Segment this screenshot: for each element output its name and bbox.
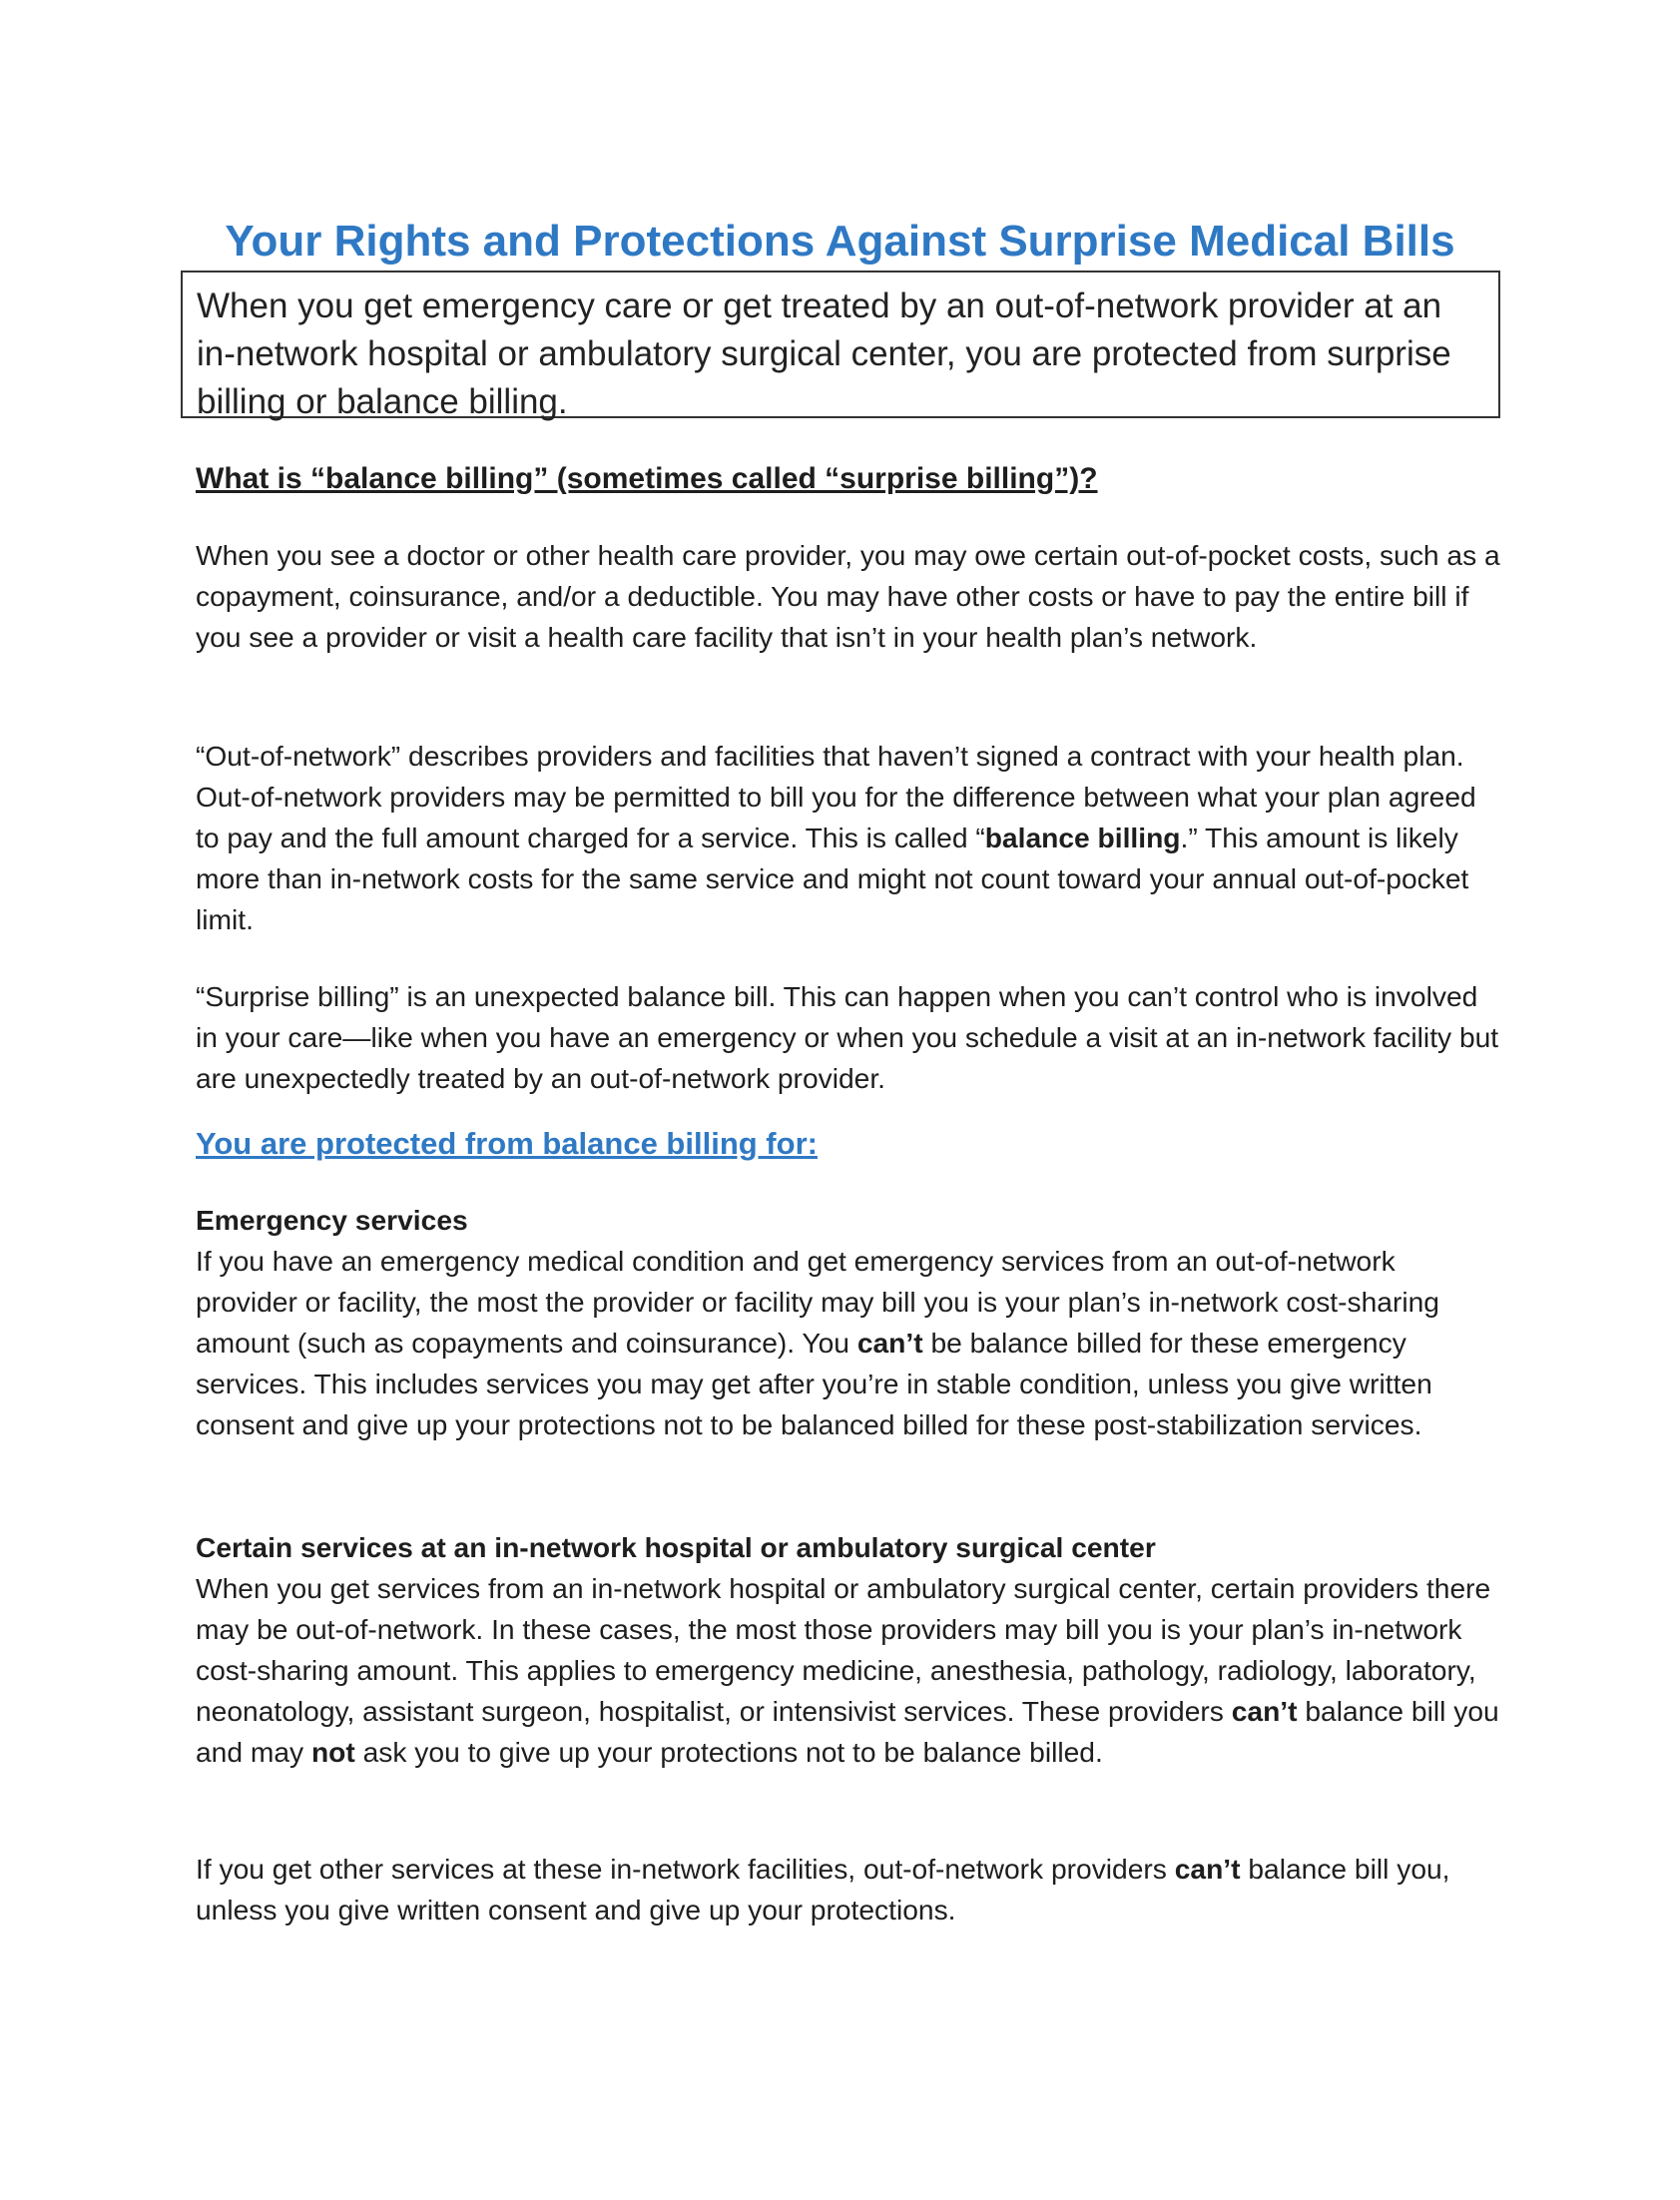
other-text-a: If you get other services at these in-network facilities, out-of-network providers (196, 1853, 1175, 1885)
certain-text-a: When you get services from an in-network hospital or ambulatory surgical center, certain providers there may be out-of-network. In these cases, the most those providers may bill you is your plan’s in-network cost-sharing amount. This applies to emergency medicine, anesthesia, pathology, radiology, laboratory, neonatology, assistant surgeon, hospitalist, or intensivist services. These providers (196, 1572, 1491, 1727)
out-of-network-text-a: “Out-of-network” describes providers and facilities that haven’t signed a contract with your health plan. Out-of-network providers may be permitted to bill you for the difference between what your plan agreed to pay and the full amount charged for a service. This is called “ (196, 740, 1476, 853)
paragraph-out-of-network (196, 736, 1503, 940)
intro-box: When you get emergency care or get treated by an out-of-network provider at an in-network hospital or ambulatory surgical center, you are protected from surprise billing or balance billing. (181, 271, 1500, 418)
emergency-cant: can’t (856, 1327, 923, 1359)
emergency-text-b: be balance billed for these emergency services. This includes services you may get after you’re in stable condition, unless you give written consent and give up your protections not to be balanced billed for these post-stabilization services. (196, 1327, 1432, 1440)
balance-billing-term: balance billing (984, 822, 1181, 853)
protections-heading: You are protected from balance billing for: (196, 1126, 818, 1161)
out-of-network-text-b: .” This amount is likely more than in-network costs for the same service and might not count toward your annual out-of-pocket limit. (196, 822, 1469, 935)
paragraph-out-of-pocket: When you see a doctor or other health care provider, you may owe certain out-of-pocket costs, such as a copayment, coinsurance, and/or a deductible. You may have other costs or have to pay the entire bill if you see a provider or visit a health care facility that isn’t in your health plan’s network. (196, 539, 1500, 653)
certain-text-b: balance bill you and may (196, 1695, 1499, 1768)
page-title: Your Rights and Protections Against Surprise Medical Bills (225, 217, 1455, 266)
certain-services-subheading: Certain services at an in-network hospital or ambulatory surgical center (196, 1531, 1156, 1563)
emergency-text-a: If you have an emergency medical condition and get emergency services from an out-of-network provider or facility, the most the provider or facility may bill you is your plan’s in-network cost-sharing amount (such as copayments and coinsurance). You (196, 1245, 1439, 1359)
other-cant: can’t (1174, 1853, 1241, 1885)
other-services-paragraph (196, 1849, 1503, 1930)
certain-text-c: ask you to give up your protections not to be balance billed. (354, 1736, 1103, 1768)
other-text-b: balance bill you, unless you give written consent and give up your protections. (196, 1853, 1450, 1925)
certain-not: not (310, 1736, 355, 1768)
paragraph-surprise-billing: “Surprise billing” is an unexpected balance bill. This can happen when you can’t control who is involved in your care—like when you have an emergency or when you schedule a visit at an in-network facility but are unexpectedly treated by an out-of-network provider. (196, 980, 1499, 1094)
certain-cant: can’t (1231, 1695, 1298, 1727)
emergency-services-subheading: Emergency services (196, 1204, 468, 1236)
emergency-services-block (196, 1200, 1503, 1445)
balance-billing-heading: What is “balance billing” (sometimes called “surprise billing”)? (196, 462, 1098, 495)
certain-services-block (196, 1527, 1503, 1773)
